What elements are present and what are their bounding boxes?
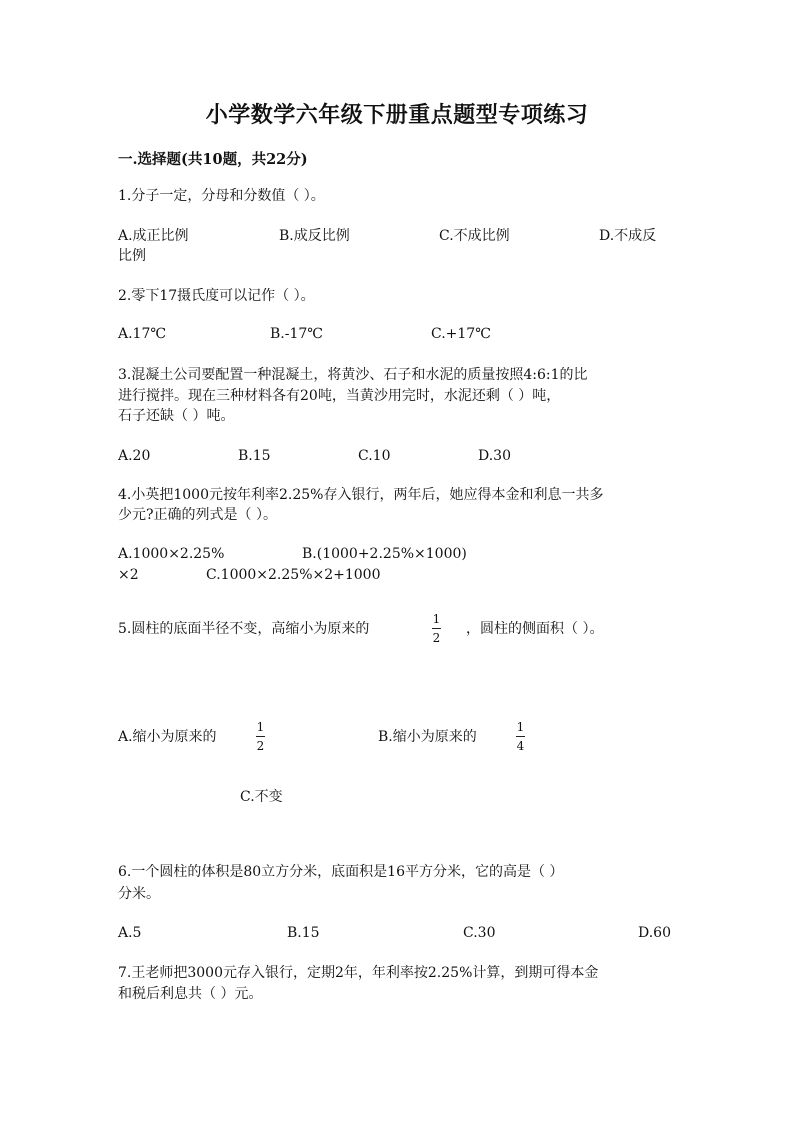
option-a: A.成正比例 (118, 228, 189, 244)
question-stem-line-1: 7.王老师把3000元存入银行，定期2年，年利率按2.25%计算，到期可得本金 (118, 965, 599, 981)
fraction-numerator: 1 (256, 720, 265, 734)
fraction-numerator: 1 (516, 720, 525, 734)
question-stem-line-2: 分米。 (118, 886, 160, 902)
question-stem-after: ，圆柱的侧面积（ ）。 (466, 621, 604, 637)
question-stem-line-2: 进行搅拌。现在三种材料各有20吨，当黄沙用完时，水泥还剩（ ）吨， (118, 388, 561, 404)
question-stem-line-3: 石子还缺（ ）吨。 (118, 408, 235, 424)
option-b: B.(1000+2.25%×1000) (302, 546, 467, 562)
question-stem-line-1: 4.小英把1000元按年利率2.25%存入银行，两年后，她应得本金和利息一共多 (118, 487, 604, 503)
question-stem-line-1: 6.一个圆柱的体积是80立方分米，底面积是16平方分米，它的高是（ ） (118, 864, 564, 880)
fraction-bar (432, 628, 441, 629)
option-b: B.15 (287, 925, 320, 941)
section-heading: 一.选择题(共10题，共22分) (118, 151, 308, 168)
question-stem: 1.分子一定，分母和分数值（ ）。 (118, 188, 325, 204)
fraction-denominator: 2 (432, 631, 441, 645)
fraction (432, 612, 441, 645)
question-stem-line-2: 少元?正确的列式是（ ）。 (118, 507, 277, 523)
option-b-continued: ×2 (118, 567, 139, 583)
fraction-numerator: 1 (432, 612, 441, 626)
fraction-denominator: 2 (256, 739, 265, 753)
option-b: B.缩小为原来的 (378, 729, 477, 745)
option-a-fraction (256, 720, 265, 753)
page-title: 小学数学六年级下册重点题型专项练习 (205, 102, 589, 128)
option-c: C.10 (358, 448, 391, 464)
option-b: B.成反比例 (279, 228, 350, 244)
option-b: B.-17℃ (270, 326, 323, 342)
question-stem: 2.零下17摄氏度可以记作（ ）。 (118, 288, 315, 304)
option-c: C.+17℃ (431, 326, 491, 342)
question-stem-line-2: 和税后利息共（ ）元。 (118, 986, 263, 1002)
option-b-fraction (516, 720, 525, 753)
option-c: C.不变 (240, 789, 283, 805)
option-c: C.不成比例 (439, 228, 510, 244)
option-a: A.17℃ (118, 326, 167, 342)
fraction-bar (516, 736, 525, 737)
option-a: A.20 (118, 448, 151, 464)
fraction-bar (256, 736, 265, 737)
fraction-denominator: 4 (516, 739, 525, 753)
option-a: A.缩小为原来的 (118, 729, 217, 745)
option-c: C.1000×2.25%×2+1000 (206, 567, 381, 583)
option-d: D.60 (638, 925, 671, 941)
option-d: D.不成反 (599, 228, 657, 244)
option-a: A.1000×2.25% (118, 546, 225, 562)
question-stem-before: 5.圆柱的底面半径不变，高缩小为原来的 (118, 621, 370, 637)
option-b: B.15 (238, 448, 271, 464)
question-stem-line-1: 3.混凝土公司要配置一种混凝土，将黄沙、石子和水泥的质量按照4:6:1的比 (118, 367, 588, 383)
option-a: A.5 (118, 925, 142, 941)
option-d: D.30 (478, 448, 511, 464)
option-c: C.30 (463, 925, 496, 941)
option-d-continued: 比例 (118, 248, 146, 264)
